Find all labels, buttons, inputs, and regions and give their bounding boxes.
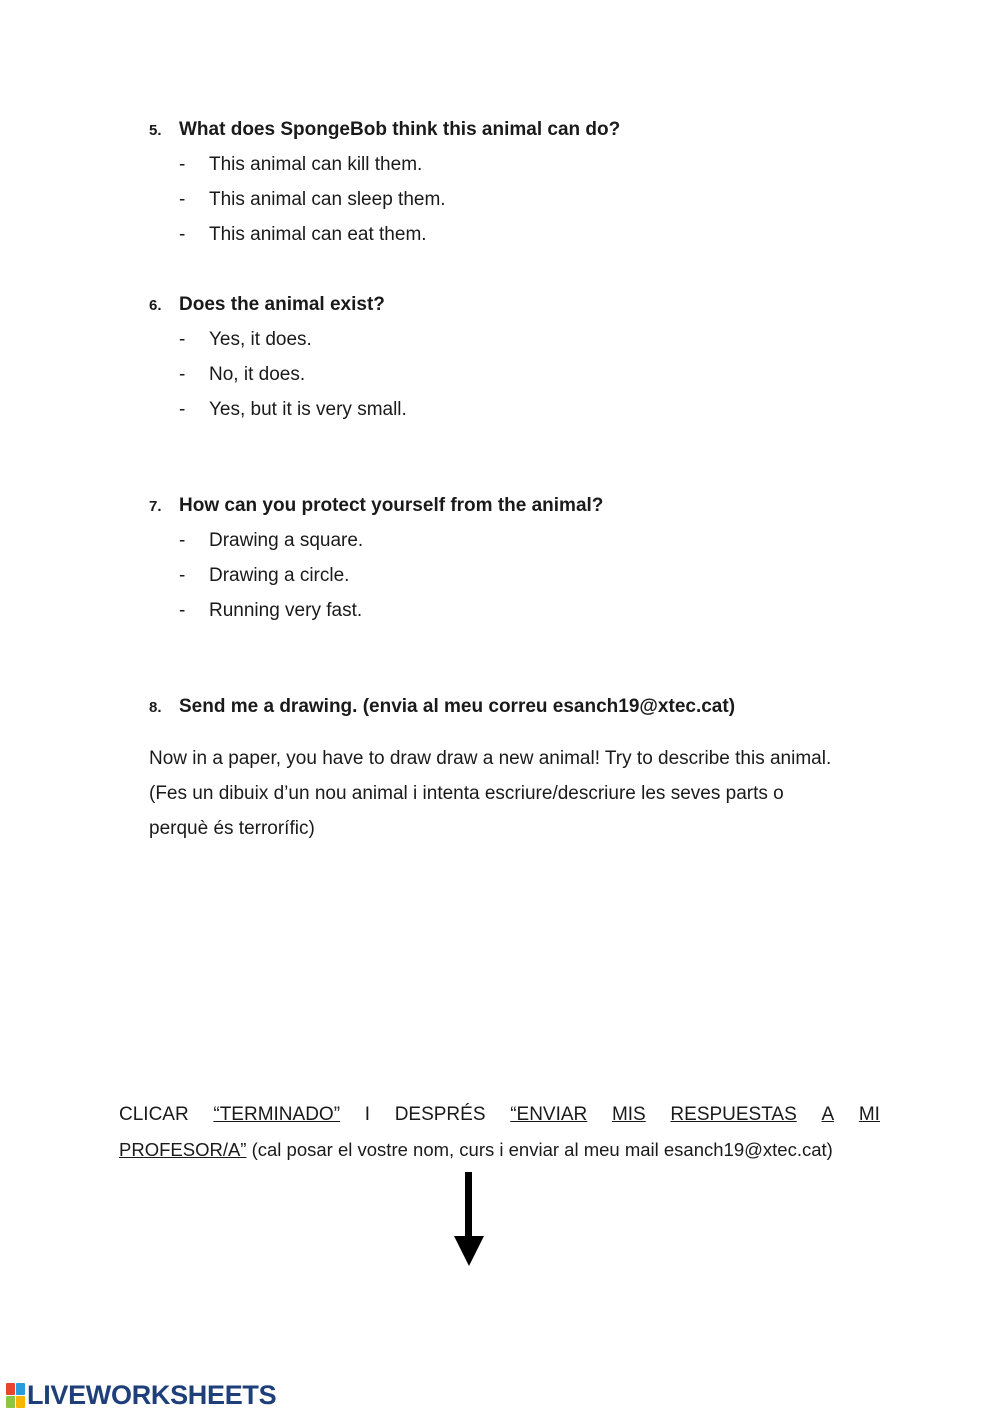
footer-word: DESPRÉS — [394, 1104, 486, 1125]
question-8 — [149, 695, 909, 719]
answer-option[interactable]: - Yes, it does. — [179, 329, 312, 350]
answer-option[interactable]: - Drawing a square. — [179, 530, 364, 551]
question-title — [149, 118, 909, 142]
question-text: What does SpongeBob think this animal can do? — [179, 119, 621, 140]
instructions-line: (Fes un dibuix d’un nou animal i intenta escriure/descriure les seves parts o — [149, 783, 784, 804]
question-number: 7. — [149, 498, 162, 515]
enviar-link-text: MIS — [611, 1104, 646, 1125]
liveworksheets-logo — [6, 1380, 276, 1410]
question-title — [149, 494, 909, 518]
question-title — [149, 695, 909, 719]
question-6 — [149, 293, 909, 422]
drawing-instructions — [149, 741, 889, 846]
question-number: 6. — [149, 297, 162, 314]
submit-instructions-line-2 — [119, 1132, 880, 1167]
question-5 — [149, 118, 909, 247]
instructions-line: Now in a paper, you have to draw draw a new animal! Try to describe this animal. — [149, 748, 832, 769]
answer-options — [149, 529, 909, 623]
answer-option[interactable]: - Yes, but it is very small. — [179, 399, 407, 420]
answer-option[interactable]: - This animal can sleep them. — [179, 189, 446, 210]
submit-instructions — [119, 1097, 880, 1167]
answer-option[interactable]: - This animal can eat them. — [179, 224, 427, 245]
question-number: 8. — [149, 699, 162, 716]
answer-options — [149, 153, 909, 247]
enviar-link-text: A — [821, 1104, 835, 1125]
footer-note: (cal posar el vostre nom, curs i enviar al meu mail esanch19@xtec.cat) — [246, 1139, 833, 1160]
answer-option[interactable]: - This animal can kill them. — [179, 154, 423, 175]
profesor-link-text: PROFESOR/A” — [119, 1139, 247, 1160]
answer-option[interactable]: - No, it does. — [179, 364, 306, 385]
arrow-down-icon — [452, 1172, 486, 1268]
instructions-line: perquè és terrorífic) — [149, 818, 315, 839]
question-number: 5. — [149, 122, 162, 139]
logo-text: LIVEWORKSHEETS — [27, 1379, 277, 1410]
answer-option[interactable]: - Running very fast. — [179, 600, 363, 621]
enviar-link-text: MI — [858, 1104, 880, 1125]
answer-option[interactable]: - Drawing a circle. — [179, 565, 350, 586]
logo-blocks-icon — [6, 1383, 25, 1408]
terminado-link-text: “TERMINADO” — [213, 1104, 341, 1125]
footer-word: CLICAR — [119, 1104, 189, 1125]
question-text: How can you protect yourself from the animal? — [179, 495, 604, 516]
question-title — [149, 293, 909, 317]
question-text: Does the animal exist? — [179, 294, 385, 315]
enviar-link-text: “ENVIAR — [510, 1104, 588, 1125]
question-text: Send me a drawing. (envia al meu correu esanch19@xtec.cat) — [179, 696, 736, 717]
submit-instructions-line-1 — [119, 1097, 880, 1132]
answer-options — [149, 328, 909, 422]
footer-word: I — [364, 1104, 370, 1125]
question-7 — [149, 494, 909, 623]
enviar-link-text: RESPUESTAS — [670, 1104, 797, 1125]
